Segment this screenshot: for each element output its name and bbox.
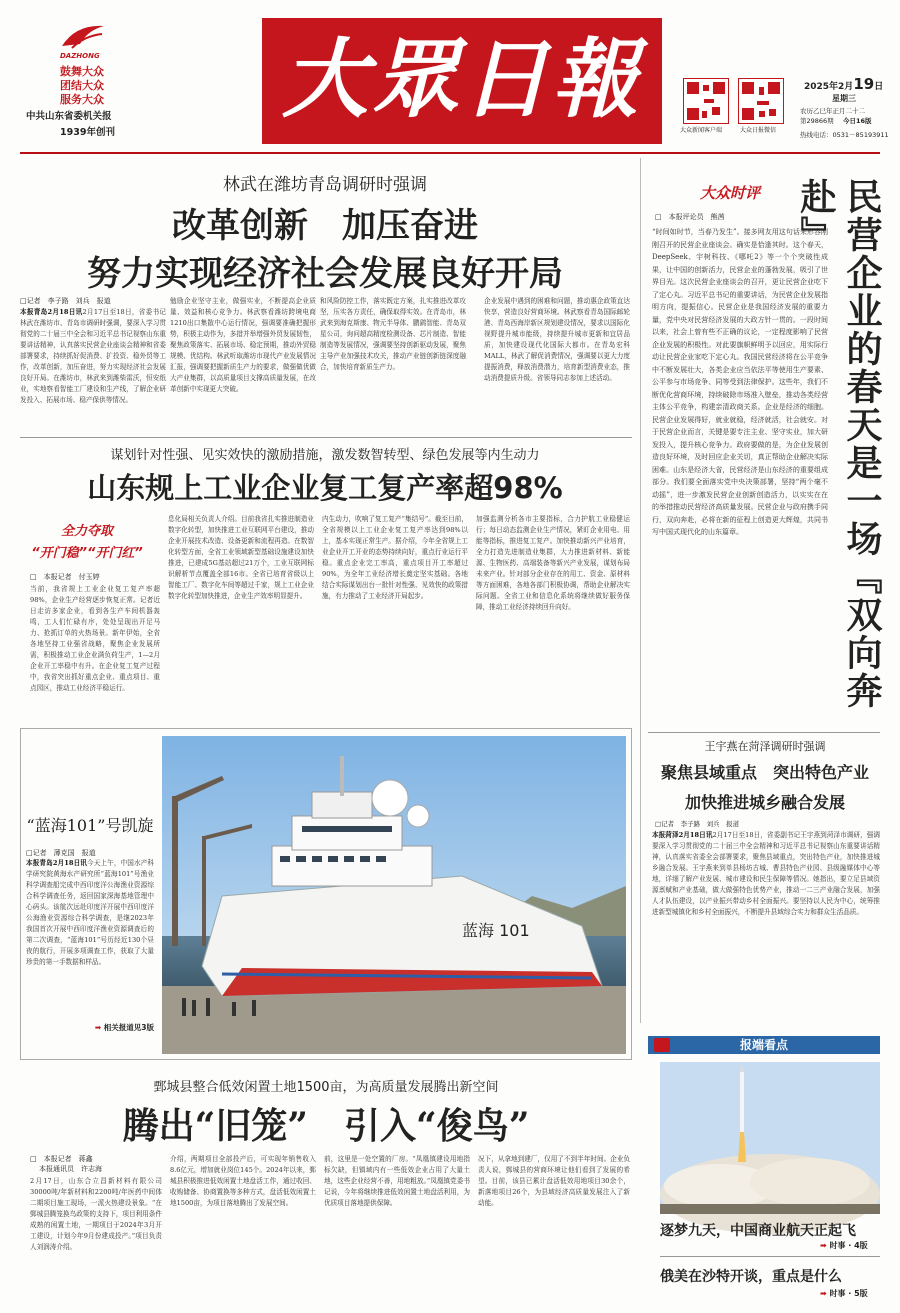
industry-kicker: 谋划针对性强、见实效快的激励措施，激发数智转型、绿色发展等内生动力	[110, 448, 540, 463]
lead-col-2: 勉励企业坚守主业，做强实业，不断提高企业质量、效益和核心竞争力。林武察看潍坊跨境电商1210出口集散中心运行情况，强调要准确把握形势，积极主动作为，多措并举增强外贸发展韧性，聚焦政策落实、拓展市场、稳定预期，推动外贸稳规模、优结构。林武听取潍坊市现代产业发展情况汇报，强调要把握新质生产力的要求，做强做优做大产业集群，以高质量项目支撑高质量发展，在改革创新中实现更大突破。	[170, 297, 316, 393]
date-day: 19	[853, 75, 875, 93]
qr2-label: 大众日报微信	[740, 127, 777, 134]
issue-number: 第29866期	[800, 117, 834, 125]
badge-line-2: “开门稳”“开门红”	[31, 546, 143, 561]
ship-dateline: 本报青岛2月18日讯	[26, 859, 87, 867]
news-item-1-ref	[820, 1240, 868, 1251]
ship-ref-text: 相关报道见3版	[103, 1023, 154, 1032]
news-box-header	[648, 1036, 880, 1054]
editorial-bottom-rule	[648, 732, 880, 733]
news-item-2[interactable]: 俄美在沙特开谈，重点是什么	[660, 1269, 842, 1285]
news-item-1[interactable]: 逐梦九天，中国商业航天正起飞	[660, 1223, 856, 1239]
rural-headline-2: 加快推进城乡融合发展	[684, 793, 845, 812]
lead-headline-1: 改革创新 加压奋进	[172, 206, 478, 246]
ship-caption-column	[26, 734, 154, 1054]
industry-col-4: 加强监测分析各市主要指标，合力护航工业稳健运行；每日动态监测企业生产情况，紧盯企业用电、用能等指标，推进复工复产。加快推动新兴产业培育，全力打造先进制造业集群，大力推进新材料、新能源、生物医药、高端装备等新兴产业发展，谋划布局未来产业。针对部分企业存在的用工、资金、原材料等方面困难，各地各部门积极协调，帮助企业解决实际问题。全省工业和信息化系统将继续做好服务保障，推动工业经济持续回升向好。	[476, 515, 630, 611]
date-year-month: 2025年2月	[804, 82, 854, 92]
industry-col-1: 当前，我省规上工业企业复工复产率超98%，企业生产经营逐步恢复正常。记者近日走访多家企业，看到各生产车间机器轰鸣，工人们忙碌有序，处处呈现出开足马力、抢抓订单的火热场景。新年伊始，全省各地坚持工业强省战略，聚焦企业发展所需，积极推动工业企业满负荷生产，1—2月企业开工率稳中有升。在企业复工复产过程中，我省突出抓好重点企业、重点项目、重点园区，推动工业经济平稳运行。	[30, 585, 160, 692]
page-count: 今日16版	[843, 117, 872, 125]
lunar-date: 农历乙巳年正月二十二	[800, 107, 865, 115]
industry-top-rule	[20, 437, 632, 438]
lead-headline-2: 努力实现经济社会发展良好开局	[87, 254, 563, 294]
rural-text: 2月17日至18日，省委副书记王宇燕到菏泽市调研，强调要深入学习贯彻党的二十届三中全会精神和习近平总书记视察山东重要讲话精神，认真落实省委全会部署要求，聚焦县域重点，突出特色产业，加快推进城乡融合发展。王宇燕来到单县杨坊古城、曹县特色产业园、县级融媒体中心等地，详细了解产业发展、城市建设和民生保障等情况。她指出，要立足县域资源禀赋和产业基础，做大做强特色优势产业，推动一二三产业融合发展，加强人才队伍建设，以产业振兴带动乡村全面振兴。要坚持以人民为中心，统筹推进新型城镇化和乡村全面振兴，不断提升县域综合实力和群众生活品质。	[652, 831, 880, 916]
founded-label: 1939年创刊	[60, 127, 115, 138]
news-box-divider	[660, 1256, 880, 1257]
app-qr-code	[683, 78, 729, 124]
land-byline-2: 本报通讯员 许志海	[39, 1165, 102, 1173]
industry-col-3: 内生动力，吹响了复工复产“集结号”。截至目前，全省规模以上工业企业复工复产率达到98%以上，基本实现正常生产。据介绍，今年全省规上工业企业开工开业的态势持续向好，重点行业运行平稳。重点企业完工率高，重点项目开工率超过90%，为全年工业经济增长奠定坚实基础。各地结合实际谋划出台一批针对性强、见效快的政策措施，有力推动了工业经济开局起步。	[322, 515, 468, 600]
editorial-body: “时间如时节，当春乃发生”。接多网友用这句话来形容刚刚召开的民营企业座谈会。确实是恰逢其时。这个春天，DeepSeek、宇树科技、《哪吒2》等一个个突破性成果，让中国的创新活力，民营企业的蓬勃发展，吸引了世界目光。这次民营企业座谈会的召开，更让民营企业吃下了定心丸。习近平总书记的重要讲话，为民营企业发展指明方向，提振信心。民营企业是我国经济发展的重要力量，党中央对民营经济发展的大政方针一贯的。一段时间以来，社会上曾有些不正确的议论，一定程度影响了民营企业发展的积极性。对此要旗帜鲜明予以回应，用实际行动让民营企业家吃下定心丸。我国民营经济将在公平竞争中不断发展壮大，各类企业应当依法平等使用生产要素、公平参与市场竞争、同等受到法律保护。这些年，我们不断优化营商环境，持续破除市场准入壁垒，推动各类经营主体公平竞争，构建亲清政商关系。企业是经济的细胞。民营企业发展得好，就业就稳，经济就活，社会就安。对于民营企业而言，关键是要专注主业、坚守实业，加大研发投入，提升核心竞争力。政府要做的是，为企业发展创造良好环境，及时回应企业关切，真正帮助企业解决实际困难。山东是经济大省，民营经济是山东经济的重要组成部分。我们要全面落实党中央决策部署，坚持“两个毫不动摇”，进一步激发民营企业创新创造活力，以实实在在的举措推动民营经济高质量发展。民营企业与政府携手同行，双向奔赴，必将在新的征程上创造更大辉煌，共同书写中国式现代化的山东篇章。	[652, 228, 828, 536]
land-col-1: 2月17日，山东合立昌新材料有限公司30000吨/年新材料和2200吨/年医药中间体二期项目施工现场，一派火热建设景象。“在鄄城县腾笼换鸟政策的支持下，项目利用条件成熟的闲置土地，一期项目于2024年3月开工建设，计划今年9月份建成投产。”项目负责人刘润涛介绍。	[30, 1177, 162, 1251]
ship-photo	[162, 736, 626, 1054]
hotline: 热线电话：0531－85193911	[800, 131, 889, 139]
ship-byline: □记者 薄克国 报道	[26, 849, 96, 857]
lead-col-4: 企业发展中遇到的困难和问题，推动惠企政策直达快享，营造良好营商环境。林武察看青岛国际邮轮港、青岛西海岸新区规划建设情况，要求以国际化视野提升城市能级，持续提升城市更新和宜居品质，加快建设现代化国际大都市。在青岛宏科MALL，林武了解促消费情况，强调要以更大力度提振消费，释放消费潜力，培育新型消费业态，推动消费提质升级。省领导同志参加上述活动。	[484, 297, 630, 382]
industry-col-2: 息化局相关负责人介绍。目前我省扎实推进制造业数字化转型，加快推进工业互联网平台建设，推动企业开展技术改造、设备更新和流程再造。在数智化转型方面，全省工业领域新型基础设施建设加快推进，已建成5G基站超过21万个，工业互联网标识解析节点覆盖全部16市。全省已培育省级以上智能工厂、数字化车间等超过千家，规上工业企业数字化转型加快推进，企业生产效率明显提升。	[168, 515, 314, 600]
lead-text-1: 2月17日至18日，省委书记林武在潍坊市、青岛市调研时强调，要深入学习贯彻党的二十届三中全会和习近平总书记视察山东重要讲话精神，认真落实民营企业座谈会精神和省委部署要求，持续抓好促消费、扩投资、稳外贸等工作，改革创新，加压奋进，努力实现经济社会发展良好开局。在潍坊市，林武来到潍柴雷沃，恒安纸业，实地察看智能工厂建设和生产线，了解企业研发投入、拓展市场、稳产保供等情况。	[20, 308, 166, 404]
masthead-rule	[20, 152, 880, 154]
news-item-2-ref-text: 时事 · 5版	[829, 1289, 868, 1298]
land-col-2: 介绍，两期项目全部投产后，可实现年销售收入8.6亿元，增加就业岗位145个。2024年以来，鄄城县积极推进低效闲置土地盘活工作，通过收回、收购储备、协商置换等多种方式，盘活低效闲置土地1500亩，为项目落地腾出了发展空间。	[170, 1155, 316, 1207]
arrow-right-icon: ➡	[94, 1023, 102, 1032]
land-headline: 腾出“旧笼” 引入“俊鸟”	[122, 1105, 530, 1147]
lead-byline: □记者 李子路 刘兵 报道	[20, 297, 111, 305]
weekday: 星期三	[832, 94, 856, 103]
land-kicker: 鄄城县整合低效闲置土地1500亩，为高质量发展腾出新空间	[153, 1080, 499, 1095]
rural-dateline: 本报菏泽2月18日讯	[652, 831, 713, 839]
lead-kicker: 林武在潍坊青岛调研时强调	[223, 175, 427, 195]
arrow-right-icon: ➡	[820, 1289, 827, 1298]
dazhong-logo-icon	[58, 20, 110, 54]
ship-hull-name: 蓝海 101	[462, 921, 530, 940]
rural-headline-1: 聚焦县域重点 突出特色产业	[660, 763, 869, 782]
rural-byline: □记者 李子路 刘兵 报道	[655, 820, 740, 828]
date-block	[804, 74, 883, 93]
land-byline-1: □ 本报记者 蒋鑫	[30, 1155, 93, 1163]
slogan-1: 鼓舞大众	[60, 65, 104, 78]
rural-body	[652, 830, 880, 1020]
lead-col-1	[20, 296, 166, 436]
rural-kicker: 王宇燕在菏泽调研时强调	[704, 740, 826, 753]
slogan-3: 服务大众	[60, 93, 104, 106]
editorial-column-name: 大众时评	[700, 184, 761, 202]
campaign-badge	[30, 520, 144, 564]
ship-caption-title: “蓝海101”号凯旋	[26, 816, 154, 835]
news-item-1-ref-text: 时事 · 4版	[829, 1241, 868, 1250]
editorial-headline: 民营企业的春天是一场『双向奔赴』	[795, 178, 882, 710]
industry-headline: 山东规上工业企业复工复产率超98%	[87, 471, 563, 505]
land-col-3: 前，这里是一处空置的厂房。“凤凰镇建设用地指标欠缺，但镇域内有一些低效企业占用了大量土地，这些企业经营不善，用地粗放。”凤凰镇党委书记说，今年将继续推进低效闲置土地盘活利用，为优质项目落地提供保障。	[324, 1155, 470, 1207]
ship-text: 今天上午，中国水产科学研究院黄海水产研究所“蓝海101”号渔业科学调查船完成中西印度洋公海渔业资源综合科学调查任务，返回国家深海基地管理中心码头。该航次远赴印度洋开展中西印度洋公海渔业资源综合科学调查，是继2023年我国首次开展中西印度洋渔业资源调查后的第二次调查，“蓝海101”号历经近130个昼夜的航行，开展多项调查工作，获取了大量珍贵的第一手数据和样品。	[26, 859, 155, 966]
arrow-right-icon: ➡	[820, 1241, 827, 1250]
lead-col-3: 和风险防控工作，落实既定方案，扎实推进改革攻坚，压实各方责任，确保取得实效。在青岛市，林武来到海克斯康、物元半导体、鹏鹞智能、青岛双星公司，询问超高精度检测设备、芯片制造、智能制造等发展情况，强调要坚持创新驱动发展，聚焦主导产业加强技术攻关，推动产业链创新链深度融合，加快培育新质生产力。	[320, 297, 466, 371]
land-col-4: 况下，从拿地到建厂，仅用了不到半年时间。企业负责人说，鄄城县的营商环境让他们看到了发展的希望。目前，该县已累计盘活低效用地项目30余个，新落地项目26个，为县域经济高质量发展注入了新动能。	[478, 1155, 630, 1207]
editorial-commentator: □ 本报评论员 熊茜	[655, 213, 725, 221]
lead-dateline: 本报青岛2月18日讯	[20, 308, 83, 316]
badge-line-1: 全力夺取	[60, 524, 113, 539]
date-suffix: 日	[874, 82, 884, 92]
industry-byline: □ 本报记者 付玉婷	[30, 573, 100, 581]
ship-body	[26, 858, 154, 1016]
brand-en: DAZHONG	[60, 52, 100, 60]
wechat-qr-code	[738, 78, 784, 124]
masthead-title-block	[262, 18, 662, 144]
news-item-2-ref	[820, 1288, 868, 1299]
masthead-title: 大眾日報	[282, 29, 642, 130]
news-box-title: 报端看点	[739, 1038, 788, 1052]
ship-related-ref	[26, 1022, 154, 1033]
slogan-2: 团结大众	[60, 79, 104, 92]
main-column-divider	[640, 158, 641, 1023]
qr1-label: 大众新闻客户端	[680, 127, 723, 134]
organ-label: 中共山东省委机关报	[26, 111, 112, 122]
rocket-launch-photo	[660, 1062, 880, 1214]
